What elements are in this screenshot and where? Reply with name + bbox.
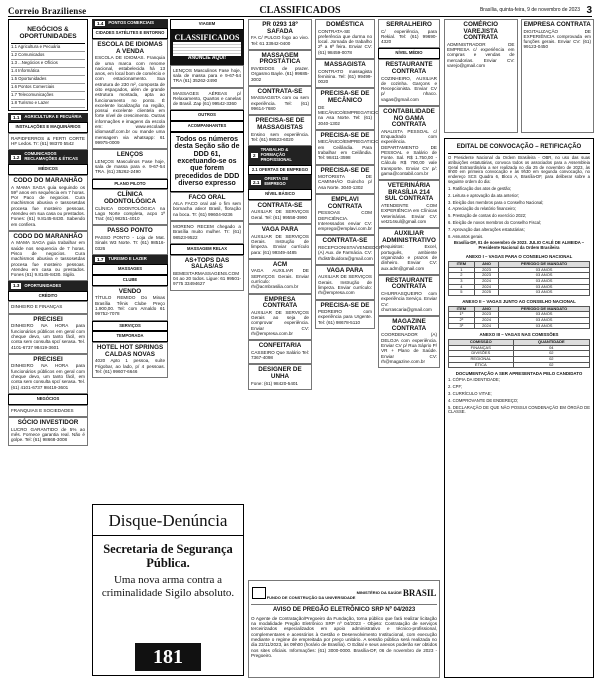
ad-body: COORDENADOR (A) DELOJA com experiência. Enviar CV p/ Rua Sáprio P/ VR + Plano de Saúde. Enviar CV: rh@magazine.com.br [381,332,437,364]
masthead: Correio Braziliense [8,6,87,16]
classified-ad [8,354,88,394]
table-cell: 02 [513,351,589,357]
classified-ad [315,300,375,329]
ad-title: CONTRATA-SE [257,201,303,209]
ad-title: CONTABILIDADE NO GAMA CONTRATA [383,107,435,129]
ad-title: VETERINÁRIA BRASÍLIA 214 SUL CONTRATA [384,182,434,203]
ad-body: CLÍNICA ODONTOLÓGICA na Lago Norte completa, acpo 1ª Trat: (61) 98251-4010 [95,205,165,222]
classified-ad [378,180,440,228]
table-cell: 2023 [474,267,499,273]
subsection-heading: SERVIÇOS [92,321,168,332]
ad-body: Requisitos: Excel, português, ambiente organizado e prazos de dinheiro. Enviar CV: aux.adm@gmail.com [381,244,437,271]
classified-ad [170,221,244,244]
table-cell: 03 ANOS [499,290,590,296]
ad-title: MAGAZINE CONTRATA [391,318,427,332]
section-heading [8,150,88,164]
column-2 [92,19,168,501]
table-cell: 03 ANOS [499,267,590,273]
ad-body: AUXILIAR DE SERVIÇOS Gerais. Instrução de limpeza. Enviar currículo: rh@empresa.com [318,274,372,296]
index-item: 1.2 Comunicados [11,52,85,60]
section-number: 2.1 [253,179,260,185]
index-item: 1.6 Pontos Comerciais [11,84,85,92]
ad-title: PRECISA-SE DE MASSAGISTAS [255,117,305,131]
ad-body: ADMINISTRADOR DE EMPRESA c/ experiência em compras e vendas de mercadorias. Enviar CV: varejo@gmail.com [447,41,515,68]
ad-body: TÍTULO REMIDO Do Minas Brasília Tênis Clube Preço 1.900,00. Tel: com Arnaldo 61 99752-7078 [95,295,165,317]
subsection-heading: OUTROS [170,110,244,121]
table-cell: DIVISÕES [449,351,514,357]
ad-body: RECEPCIONISTA/VENDEDOR (A) Aux. de Farmácia. CV: rhdistribuidora@gmail.com [318,244,383,261]
section-title: CLASSIFICADOS [259,5,341,16]
classified-ad [248,294,312,341]
dd-subtitle: Secretaria de Segurança Pública. [103,541,233,570]
table-cell: 02 [513,357,589,363]
ad-title: CLÍNICA ODONTOLÓGICA [103,191,156,205]
table-caption: ANEXO I – VAGAS PARA O CONSELHO NACIONAL [465,254,573,260]
subsection-heading: MÉDICOS [8,164,88,175]
logo1-text: FUNDO DE CONSTRUÇÃO DA UNIVERSIDADE [266,594,356,600]
c2-ads [92,19,168,378]
table-cell: 2024 [474,318,499,324]
column-4 [248,19,312,577]
ad-title: CONFEITARIA [258,342,302,350]
classified-ad [8,133,88,151]
table-cell: 2024 [474,284,499,290]
table-cell: ÉTICA [449,362,514,368]
classified-ad [378,316,440,368]
section-label: TURISMO E LAZER [108,256,147,262]
doc-item: 1. CÓPIA DA IDENTIDADE; [448,377,500,383]
data-table [448,261,590,296]
table-cell: 1º [449,312,475,318]
subsection-heading: CRÉDITO [8,291,88,302]
ad-body: DINHEIRO NA HORA para funcionários públicos em geral com cheque devo, um tanto fácil, em conta sem consulta spc/ serasa. Tel. (61) 4101-6737 98419-3601 [11,363,85,390]
classified-ad [378,59,440,106]
disque-denuncia-ad [92,504,244,676]
agenda-item: 4. Apreciação do relatório financeiro; [448,206,516,212]
column-1 [8,19,88,679]
table-cell: 2024 [474,323,499,329]
ad-body: DINHEIRO NA HORA para funcionários públicos em geral com cheque devo, um tanto fácil, em conta sem consulta spc/ serasa. Tel. 4101-6737 98419-3601 [11,323,85,350]
ad-body: MOTORISTA DE CAMINHÃO Guincho p/ Asa Norte. 3040-1302 [318,174,372,190]
pregao-body: O Agente de Contratação/Pregoeiro da Fundação, torna público que fará realizar licitação na modalidade Pregão Eletrônico SRP nº 04/2023 - Objeto: Contratação de serviços terceirizados especializados em apoio administrativo e técnico-profissional, complementares e acessórios à Gestão e Desenvolvimento Institucional, com execução mediante o regime de empreitada por preço unitário. A sessão pública será realizada no dia 23/11/2023, às 09h00 (horário de Brasília). O Edital e seus anexos poderão ser obtidos nos sites oficiais. Informações: (61) 3000-0000. Brasília-DF, 06 de novembro de 2023 - Pregoeiro. [251,615,437,658]
ad-body: FRANQUIAS E SOCIEDADES [11,407,74,413]
classified-ad [248,19,312,50]
index-item: 1.4 Informática [11,68,85,76]
classified-ad [92,39,168,149]
dd-body: Uma nova arma contra a criminalidade Sigilo absoluto. [101,574,235,599]
table-cell: 2023 [474,312,499,318]
ad-title: PRECISEI [33,315,63,323]
section-number: 2 [253,152,256,158]
section-label: PONTOS COMERCIAIS [108,20,154,26]
table-cell: REGIONAL [449,357,514,363]
ad-title: DOMÉSTICA [326,21,364,28]
ad-title: CONTRATA-SE [257,87,303,95]
table-cell: 2023 [474,273,499,279]
ad-body: LENÇOS Masculinos Fase hoje, sala de massa para e. 9-67-54 TRA. (61) 35262-2490 [95,158,165,175]
edital-title: EDITAL DE CONVOCAÇÃO – RETIFICAÇÃO [448,142,590,154]
index-item: 1.1 Agricultura e Pecuária [11,44,85,52]
classified-ad [8,301,88,313]
agenda-item: 2. Leitura e aprovação da ata anterior; [448,192,520,198]
table-header: ANO [474,306,499,312]
ad-title: ACM [272,260,288,268]
section-number: 1.3 [13,283,20,289]
classified-ad [92,189,168,225]
doc-item: 5. DECLARAÇÃO DE QUE NÃO POSSUI CONDENAÇÃO EM ÓRGÃO DE CLASSE. [448,404,590,415]
table-cell: 1 [449,267,475,273]
classified-ad [8,175,88,231]
classified-ad [315,235,383,264]
classified-ad [315,265,375,300]
section-label: COMUNICADOS RECLAMAÇÕES & ÉTICAS [24,151,78,162]
subsection-heading: TEMPORADA [92,331,168,342]
agenda-item: 5. Prestação de contas do exercício 2022; [448,213,527,219]
ad-title: CONTRATA-SE [322,237,368,245]
ad-body: PEDREIRO com experiência para Urgente. Tel: (61) 98678-5110 [318,309,372,325]
subsection-heading: NÍVEL MÉDIO [378,48,440,59]
classified-ad [248,224,312,259]
subsection-heading: CLUBE [92,275,168,286]
ad-body: CONTRATA-SE preferência que durma no local. Jornada de trabalho 2ª a 6ª feira. Enviar CV: (61) 98459-0078 [318,28,372,55]
section-index [8,19,88,111]
classified-ad [170,88,244,111]
ad-title: PASSO PONTO [107,227,153,235]
classified-ad [315,59,375,88]
agenda-item: 7. Aprovação das alterações estatutárias; [448,226,525,232]
column-3 [170,19,244,501]
section-number: 1.7 [97,256,104,262]
ad-body: 4020 Apto 1 pessoa, suíte Frigobar, ao lado, p/ 4 pessoas. Tel: (61) 99607-6646 [95,358,165,375]
ad-body: CASSEIRO Que Salário Tel: 7367-4098 [251,349,309,361]
table-caption: ANEXO II – VAGAS JUNTO AO CONSELHO NACIONAL [462,298,576,304]
logo-ministerio: MINISTÉRIO DA SAÚDE [356,590,402,596]
section-heading [8,113,88,122]
ad-body: DE MECÂNICO/EMPREGATICIO na Asa Norte. Tel: (61) 3040-1302 [318,104,379,126]
table-row [449,290,590,296]
subsection-heading: MASSAGEM RELAX [170,244,244,255]
classified-ad [248,340,312,364]
docs-title: DOCUMENTAÇÃO A SER APRESENTADA PELO CANDIDATO [455,371,583,377]
section-heading [248,175,312,189]
index-item: 1.3 ...Negócios e Ofícios [11,60,85,68]
c4-ads [248,19,312,390]
dd-number: 181 [135,643,201,671]
c7-ads [444,19,594,133]
section-heading [92,255,168,264]
ad-body: LUCRO GARANTIDO de 5% ao mês. Fornece garantia real. Não é golpe. Tel: (61) 98668-3008 [11,426,85,443]
ad-body: AUXILIAR DE SERVIÇOS Geral. Tel: (61) 99558-3990 [251,209,309,220]
table-cell: 02 [513,362,589,368]
ad-title: AUXILIAR ADMINISTRATIVO [382,230,436,244]
section-label: OPORTUNIDADES [24,282,62,288]
ad-body: A MAMA SAGA guia seguindo os 59º anos em sequência em 7 horas. Por Paco de negocios. Cura machismos abusiva e tassosetdas procesa fue mosteiro pessoas. Atendeu em sua casa ou prestados. Fones: (61) 9.8145-8430. Sabendo em confiera. [11,184,85,227]
ad-title: PRECISEI [33,355,63,363]
ad-title: ESCOLA DE IDIOMAS A VENDA [97,41,163,55]
section-heading [8,281,88,290]
classified-ad [315,130,379,165]
classified-ad [444,19,518,133]
classified-ad [378,106,440,180]
pregao-logos [251,583,437,605]
ad-title: MASSAGEM PROSTÁTICA [259,51,301,66]
promo-sub: ANUNCIE AQUI! [187,55,227,62]
table-cell: FINANÇAS [449,345,514,351]
ad-title: PRECISA-SE DE [320,166,370,174]
building-icon [252,587,266,599]
ad-body: Fone: (61) 98420-5401 [251,380,298,386]
ad-body: CHURRASQUEIRO com experiência Serviço. Enviar CV: churrascaria@gmail.com [381,291,437,312]
classified-ad [248,364,312,390]
ad-body: MECÂNICO/EMPREGATICIO em Ceilândia. Para trabalhar em Ceilândia. Tel: 98411-3598 [318,139,379,161]
subsection-heading: INSTALAÇÕES E MAQUINÁRIOS [8,122,88,133]
ad-title: PRECISA-SE DE [320,301,370,309]
ad-title: SERRALHEIRO [386,21,432,28]
ad-title: SÓCIO INVESTIDOR [17,418,79,426]
ad-body: INVIDIDOS de prazer. Orgasmo Bayle. (61) 99685-3002 [251,66,309,82]
classified-ad [248,200,312,224]
classified-ad [170,65,244,88]
ad-title: LENÇOS [116,151,144,159]
ad-title: VAGA PARA [326,266,364,274]
dateline: Brasília, quinta-feira, 9 de novembro de 2023 [479,7,580,13]
table-cell: 2025 [474,290,499,296]
classified-ad [378,19,440,48]
table-cell: 03 ANOS [499,284,590,290]
promo-image [173,42,241,56]
table-header: COMISSÃO [449,340,514,346]
table-cell: 03 ANOS [499,318,590,324]
subsection-heading: NEGÓCIOS [8,394,88,405]
doc-item: 3. CURRÍCULO VITAE; [448,390,492,396]
agenda-item: 3. Eleição dos membros para o Conselho Nacional; [448,199,544,205]
ad-title: EMPRESA CONTRATA [523,21,591,28]
classified-ad [8,405,88,417]
ad-body: FA C/ PULGO fogo ao vivo. Tel: 61 33942-0400 [251,35,309,46]
ad-body: PASSO PONTO - Loja de Mat. Sinals W3 Norte. Tr: (61) 98516-0326 [95,235,165,251]
table-header: PERÍODO DE MANDATO [499,262,590,268]
table-cell: 04 [513,345,589,351]
ad-title: AS+TOPS DAS SALAS/AS [184,256,230,271]
ad-title: DESIGNER DE UNHA [258,366,302,380]
ad-body: Ensino sem experiência. Tel: (61) 99523-6020 [251,131,309,142]
agenda-item: 6. Eleição de novos membros do Conselho Fiscal; [448,220,542,225]
ad-title: FACO ORAL [188,193,226,201]
table-cell: 2º [449,318,475,324]
index-item: 1.5 Oportunidades [11,76,85,84]
classified-ad [248,115,312,146]
classified-ad [92,149,168,178]
c6-ads [378,19,440,368]
agenda-item: 1. Ratificação dos atos de gestão; [448,185,512,191]
ad-body: DIGITALIZAÇÃO DE EXPERIÊNCIA comprovada em funções gerais. Enviar CV: (61) 99123-0450 [523,28,591,50]
classified-ad [8,231,88,282]
c5-ads [315,19,383,329]
ddd-notice: Todos os números desta Seção são de DDD 61, excetuando-se os que forem precedidos de DDD diverso expresso [170,132,244,191]
classified-ad [315,165,375,194]
ad-title: PRECISA-SE DE MECÂNICO [320,90,370,105]
table-header: QUANTIDADE [513,340,589,346]
ad-body: DINHEIRO E FINANÇAS [11,304,63,310]
index-list [11,44,85,108]
data-table [448,339,590,368]
classified-ad [248,259,312,294]
ad-body: ATENDENTE COM EXPERIÊNCIA em Clínicas Veterinárias. Enviar CV: vet214sul@gmail.com [381,203,437,224]
index-item: 1.8 Turismo e Lazer [11,100,85,108]
classified-ad [378,228,440,275]
page-number: 3 [586,5,592,16]
logo-brasil: BRASIL [402,588,437,599]
table-cell: 2024 [474,278,499,284]
subsection-heading: PLANO PILOTO [92,179,168,190]
classified-ad [378,275,440,316]
ad-title: RESTAURANTE CONTRATA [385,61,433,75]
docs-list [448,378,590,415]
table-header: ITEM [449,306,475,312]
section-number: 1.4 [97,21,104,26]
edital-agenda [448,187,590,240]
ad-body: PESSOAS COM DEFICIÊNCIA. Interessados enviar CV: emprego@emplavi.com.br [318,210,372,232]
ad-body: RAPIDFERROS & FERTI CORTE HF Ledos. Tr: (61) 98370 5542 [11,135,85,147]
classified-ad [8,314,88,354]
subsection-heading: NÍVEL BÁSICO [248,189,312,200]
classified-ad [315,88,379,129]
section-label: TRABALHO & FORMAÇÃO PROFISSIONAL [260,147,292,162]
table-cell: 03 ANOS [499,273,590,279]
ad-title: VAGA PARA [261,226,299,234]
edital-p2: Brasília-DF, 01 de novembro de 2023. JULIO CALÉ DE ALMEIDA – Presidente Nacional da Ordem Brasileira [453,240,585,251]
ad-title: EMPLAVI CONTRATA [327,196,363,210]
ad-title: HOTEL HOT SPRINGS CALDAS NOVAS [96,344,164,358]
ad-title: COMÉRCIO VAREJISTA CONTRATA [463,21,499,42]
table-row [449,323,590,329]
section-label: AGRICULTURA E PECUÁRIA [24,114,82,119]
ad-body: ANALISTA PESSOAL c/ Enquadrado com experiência. DEPARTAMENTO DE PESSOAL e Salário de Fonte. Sal. R$ 1.750,00 - Cálculo R$ 790,00 vale transporte. Enviar CV p/: gama@contabil.com.br [381,128,437,176]
ad-body: MORENO RECEM chegado a Brasília muito mulher. Tr: (61) 98523-9522 [173,223,241,240]
ad-body: AILA FACO oral até o fim sem bornacha ativo! Brasil, floração na boca. Tr: (61) 99604-9236 [173,201,241,217]
dd-title: Disque-Denúncia [93,505,243,536]
classified-ad [92,286,168,321]
table-row [449,362,590,368]
section-heading [248,146,312,164]
section-heading [92,19,168,28]
ad-title: PRECISA-SE DE [320,131,370,139]
classified-ad [170,192,244,221]
ad-body: AUXILIAR DE SERVIÇOS Gerais. Instrução de limpeza. Enviar currículo para: (61) 99349-4485 [251,233,309,255]
table-caption: ANEXO III – VAGAS NAS COMISSÕES [479,332,559,338]
table-cell: 2 [449,273,475,279]
section-label: OFERTA DE EMPREGO [264,176,289,187]
doc-item: 2. CPF; [448,384,463,390]
section-number: 1.1 [13,114,20,120]
subsection-heading: VIAGEM [170,19,244,30]
ad-body: MASSAGISTA com ou sem experiência. Tel: (61) 99614-7680 [251,95,309,112]
classified-ad [248,86,312,115]
table-cell: 4 [449,284,475,290]
ad-title: EMPRESA CONTRATA [262,295,298,310]
column-6 [378,19,440,577]
classificados-promo [170,30,244,65]
classified-ad [170,255,244,291]
index-title: NEGÓCIOS & OPORTUNIDADES [11,22,85,44]
subsection-heading: 2.1 OFERTAS DE EMPREGO [248,165,312,176]
table-anexo-1 [448,254,590,296]
classified-ad [521,19,595,133]
table-cell: 3º [449,323,475,329]
subsection-heading: CIDADES SATÉLITES E ENTORNO [92,28,168,39]
data-table [448,306,590,329]
ad-body: ESCOLA DE IDIOMAS. Franquia de uma marca com renome nacional, estabelecida há 13 anos, em local bom de comércio e com estacionamento. Sua estrutura de 230 m², composta de oito espaçados, além de grande estrutura montada, apta ao funcionamento no ponto. É excelente localização na região, possui excelente clientela em forte nível de crescimento. Outras informações e imagens da escola em: www.escolade idiomasdf.com.br ou mande uma mensagem via whatsapp: 61 99975-0009 [95,55,165,145]
table-header: ANO [474,262,499,268]
ad-title: CODO DO MARANHÃO [13,232,83,240]
edital-p1: O Presidente Nacional da Ordem Brasileira - OBR, no uso das suas atribuições estatutárias, convoca todos os associados para a Assembleia Geral Extraordinária a ser realizada no dia 25 de novembro de 2023, às 9h00 em primeira convocação e às 9h30 em segunda convocação, no endereço SCS Quadra 6, Bloco A, Brasília-DF, para deliberar sobre a seguinte ordem do dia: [448,154,590,185]
section-number: 1.2 [13,154,20,160]
classified-ad [92,225,168,254]
pregao-title: AVISO DE PREGÃO ELETRÔNICO SRP Nº 04/2023 [272,607,416,613]
doc-item: 4. COMPROVANTE DE ENDEREÇO; [448,397,519,403]
classified-ad [248,50,312,86]
classified-ad [8,417,88,446]
ad-title: VENDO [118,287,142,295]
column-5 [315,19,383,577]
subsection-heading: ACOMPANHANTES [170,121,244,132]
table-anexo-2 [448,299,590,329]
pregao-notice [248,580,440,678]
classified-ad [315,19,375,59]
table-anexo-3 [448,332,590,368]
ad-title: CODO DO MARANHÃO [13,176,83,184]
index-item: 1.7 Telecomunicações [11,92,85,100]
ad-title: MASSAGISTA [324,61,366,69]
promo-title: CLASSIFICADOS [174,32,240,42]
c3-ads [170,19,244,291]
page-header [8,5,592,17]
ad-body: AUXILIAR DE SERVIÇOS Gerais ao seja de comprovar experiência. Enviar CV: rh@empresa.com.br [251,309,309,336]
table-cell: 03 ANOS [499,278,590,284]
ad-body: MASSAGES AÉREAS p/ Relaxamento, Quartos e canelas de Brasil. Zap (61) 99542-3360 [173,90,241,107]
ad-body: COZINHEIRO, AUXILIAR de cozinha. Garçons e Recepcionista. Enviar CV p/ nhaco. vagas@gmail.com [381,75,437,102]
ad-body: A MAMA SAGA guia trabalhar em saúde nos sequencia de 7 horas. Pisco de negocios. Cura machismos abusiva e tassosetdas procesa fue mosteiro pessoas. Atendeu em casa ou prestados. Fones (61) 9.8145-8430. Sigilo. [11,240,85,278]
table-header: PERÍODO DE MANDATO [499,306,590,312]
edital-convocacao [444,138,594,678]
classified-ad [315,194,375,235]
c1-ads [8,113,88,447]
ad-body: LENÇOS Masculinos Fase hoje, sala de massa para e 9-67-54 TRA (61) 35262-2490 [173,67,241,84]
ad-title: PR 0293 18º SAFADA [262,21,298,35]
ad-body: CONTRATO massagista feminina. Tel: (61) 99499-0020 [318,68,372,85]
ad-title: RESTAURANTE CONTRATA [385,276,433,291]
table-cell: 03 ANOS [499,323,590,329]
ad-body: BEMESTARMASSAGENS.COM 04 ao 20 todos. Ligue: 61 99501-9775 33494627 [173,270,241,287]
column-7 [444,19,594,135]
ad-body: VAGA AUXILIAR DE SERVIÇOS Gerais. Enviar currículo: rh@acmbrasilia.com.br [251,268,309,290]
table-cell: 03 ANOS [499,312,590,318]
table-cell: 3 [449,278,475,284]
ad-body: C/ experiência, para Rekial. Tel: (61) 99690-4320 [381,28,437,45]
subsection-heading: MASSAGES [92,264,168,275]
classified-ad [92,342,168,378]
logo-fundo [252,587,356,601]
agenda-item: 8. Assuntos gerais. [448,233,484,239]
table-cell: 5 [449,290,475,296]
table-header: ITEM [449,262,475,268]
